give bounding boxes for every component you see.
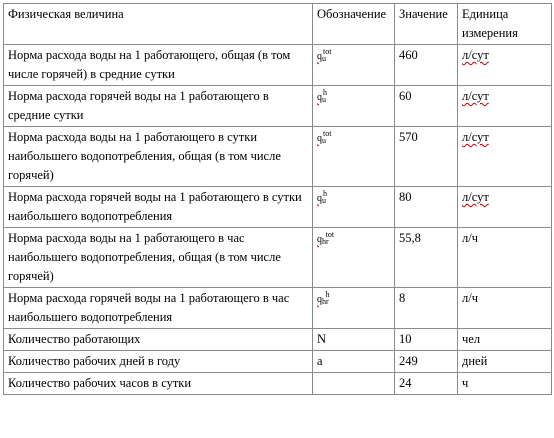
symbol-base: q — [317, 294, 322, 305]
symbol-superscript: h — [325, 290, 330, 299]
symbol-subscript: hr — [322, 297, 329, 306]
unit-cell: л/ч — [458, 228, 552, 288]
table-header-row — [4, 4, 552, 45]
unit-cell: чел — [458, 329, 552, 351]
symbol-superscript: tot — [323, 47, 332, 56]
header-value: Значение — [395, 4, 458, 45]
unit-cell — [458, 86, 552, 127]
symbol-cell: a — [313, 351, 395, 373]
unit-cell: л/ч — [458, 288, 552, 329]
symbol-cell — [313, 228, 395, 288]
symbol-cell — [313, 288, 395, 329]
quantity-cell: Количество работающих — [4, 329, 313, 351]
symbol-subscript: u — [322, 54, 326, 63]
unit-cell: ч — [458, 373, 552, 395]
value-cell: 10 — [395, 329, 458, 351]
symbol-base: q — [317, 92, 322, 103]
symbol-superscript: tot — [323, 129, 332, 138]
symbol-cell — [313, 127, 395, 187]
symbol-subscript: u — [322, 95, 326, 104]
quantity-cell: Норма расхода горячей воды на 1 работающего в час наибольшего водопотребления — [4, 288, 313, 329]
header-quantity: Физическая величина — [4, 4, 313, 45]
unit-cell — [458, 187, 552, 228]
symbol-subscript: u — [322, 196, 326, 205]
symbol-subscript: u — [322, 136, 326, 145]
header-unit: Единица измерения — [458, 4, 552, 45]
quantity-cell: Норма расхода горячей воды на 1 работающего в сутки наибольшего водопотребления — [4, 187, 313, 228]
quantity-cell: Количество рабочих часов в сутки — [4, 373, 313, 395]
symbol-cell: N — [313, 329, 395, 351]
table-row — [4, 127, 552, 187]
unit-text: л/сут — [462, 130, 489, 144]
symbol-subscript: hr — [322, 237, 329, 246]
value-cell: 24 — [395, 373, 458, 395]
value-cell: 8 — [395, 288, 458, 329]
symbol-cell — [313, 45, 395, 86]
quantity-cell: Норма расхода воды на 1 работающего в час наибольшего водопотребления, общая (в том числе горячей) — [4, 228, 313, 288]
value-cell: 55,8 — [395, 228, 458, 288]
value-cell: 249 — [395, 351, 458, 373]
symbol-base: q — [317, 193, 322, 204]
quantity-cell: Норма расхода горячей воды на 1 работающего в средние сутки — [4, 86, 313, 127]
header-symbol: Обозначение — [313, 4, 395, 45]
symbol-base: q — [317, 133, 322, 144]
unit-text: л/сут — [462, 89, 489, 103]
quantity-cell: Количество рабочих дней в году — [4, 351, 313, 373]
unit-cell — [458, 45, 552, 86]
symbol-cell — [313, 373, 395, 395]
table-row — [4, 187, 552, 228]
water-norms-table — [3, 3, 552, 395]
table-row — [4, 351, 552, 373]
symbol-cell — [313, 86, 395, 127]
symbol-base: q — [317, 51, 322, 62]
unit-cell — [458, 127, 552, 187]
symbol-superscript: tot — [325, 230, 335, 239]
table-row — [4, 373, 552, 395]
unit-text: л/сут — [462, 48, 489, 62]
symbol-superscript: h — [323, 88, 327, 97]
symbol-superscript: h — [323, 189, 327, 198]
table-row — [4, 329, 552, 351]
quantity-cell: Норма расхода воды на 1 работающего, общая (в том числе горячей) в средние сутки — [4, 45, 313, 86]
value-cell: 80 — [395, 187, 458, 228]
unit-cell: дней — [458, 351, 552, 373]
value-cell: 460 — [395, 45, 458, 86]
quantity-cell: Норма расхода воды на 1 работающего в сутки наибольшего водопотребления, общая (в том числе горячей) — [4, 127, 313, 187]
value-cell: 570 — [395, 127, 458, 187]
table-row — [4, 45, 552, 86]
symbol-base: q — [317, 234, 322, 245]
value-cell: 60 — [395, 86, 458, 127]
unit-text: л/сут — [462, 190, 489, 204]
table-row — [4, 86, 552, 127]
table-row — [4, 288, 552, 329]
symbol-cell — [313, 187, 395, 228]
table-row — [4, 228, 552, 288]
